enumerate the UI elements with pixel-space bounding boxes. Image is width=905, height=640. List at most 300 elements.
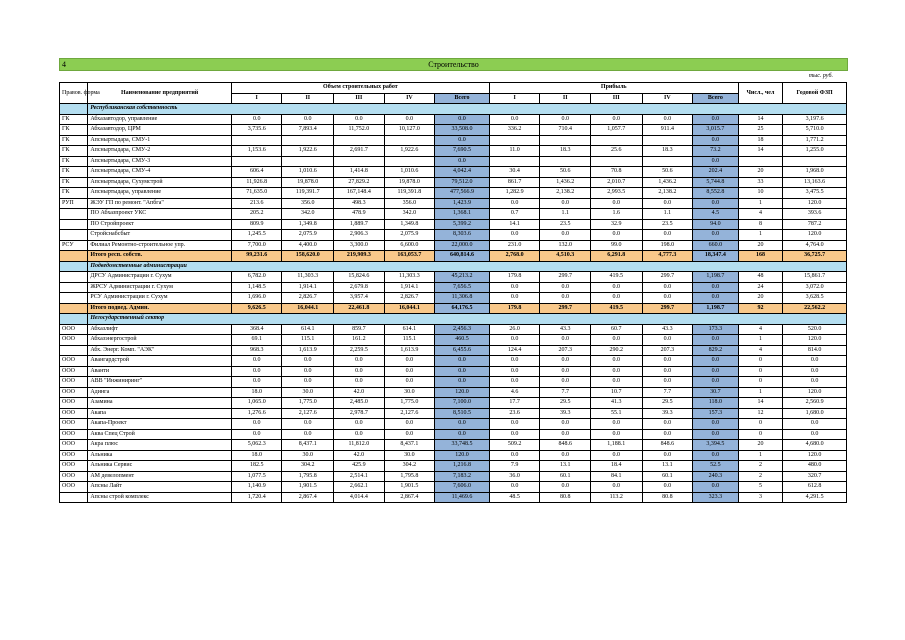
cell-volume-total: 1,368.1 [435, 209, 490, 220]
cell-profit-q4: 4,777.3 [642, 251, 693, 262]
cell-volume-q2: 11,303.3 [282, 272, 334, 283]
cell-volume-q2: 2,127.6 [282, 408, 334, 419]
cell-volume-q3: 11,812.0 [334, 440, 385, 451]
cell-profit-total: 94.0 [693, 219, 739, 230]
cell-profit-q1: 0.0 [489, 429, 540, 440]
cell-profit-q4: 80.8 [642, 492, 693, 503]
cell-volume-total: 7,656.5 [435, 282, 490, 293]
cell-profit-q4: 0.0 [642, 356, 693, 367]
cell-profit-q2: 39.3 [540, 408, 591, 419]
cell-profit-q1: 0.0 [489, 377, 540, 388]
cell-profit-q2: 848.6 [540, 440, 591, 451]
cell-profit-q3: 0.0 [590, 282, 642, 293]
header-fzp: Годовой ФЗП [783, 83, 847, 104]
cell-volume-q4: 8,437.1 [384, 440, 435, 451]
cell-enterprise-name: Апсныртыдара, СМУ-3 [88, 156, 232, 167]
cell-volume-q2: 1,613.9 [282, 345, 334, 356]
cell-profit-q3: 419.5 [590, 303, 642, 314]
cell-volume-q2 [282, 156, 334, 167]
cell-form: ООО [60, 408, 88, 419]
cell-fzp: 3,072.0 [783, 282, 847, 293]
cell-volume-q3: 0.0 [334, 356, 385, 367]
cell-volume-q4 [384, 156, 435, 167]
cell-profit-q4: 29.5 [642, 398, 693, 409]
cell-form: ООО [60, 461, 88, 472]
cell-enterprise-name: Апсны строй комплекс [88, 492, 232, 503]
cell-volume-q4: 19,878.0 [384, 177, 435, 188]
cell-volume-q4: 2,867.4 [384, 492, 435, 503]
cell-workers: 48 [738, 272, 783, 283]
table-row [60, 408, 847, 419]
cell-volume-q2: 1,922.6 [282, 146, 334, 157]
cell-profit-q3: 2,993.5 [590, 188, 642, 199]
cell-volume-total: 64,176.5 [435, 303, 490, 314]
cell-profit-q1: 0.0 [489, 450, 540, 461]
cell-profit-total: 0.0 [693, 482, 739, 493]
table-row [60, 167, 847, 178]
cell-volume-total: 1,216.8 [435, 461, 490, 472]
cell-profit-total: 0.0 [693, 356, 739, 367]
cell-profit-q2: 29.5 [540, 398, 591, 409]
cell-enterprise-name: Филиал Ремонтно-строительное упр. [88, 240, 232, 251]
cell-fzp: 3,197.6 [783, 114, 847, 125]
cell-profit-q4: 0.0 [642, 482, 693, 493]
cell-profit-q3: 0.0 [590, 482, 642, 493]
table-row [60, 471, 847, 482]
section-title-bar [59, 58, 848, 71]
cell-profit-total: 202.4 [693, 167, 739, 178]
cell-volume-total: 11,306.8 [435, 293, 490, 304]
cell-workers: 0 [738, 356, 783, 367]
cell-volume-q3: 0.0 [334, 366, 385, 377]
cell-profit-q4: 7.7 [642, 387, 693, 398]
cell-enterprise-name: Альника Сервис [88, 461, 232, 472]
cell-profit-q4: 13.1 [642, 461, 693, 472]
cell-profit-q1: 0.7 [489, 209, 540, 220]
cell-volume-q1 [231, 156, 282, 167]
cell-profit-total: 5,744.8 [693, 177, 739, 188]
cell-volume-q2: 1,349.8 [282, 219, 334, 230]
cell-profit-q4: 299.7 [642, 272, 693, 283]
cell-volume-q1: 0.0 [231, 377, 282, 388]
cell-form: ГК [60, 146, 88, 157]
cell-fzp: 393.6 [783, 209, 847, 220]
header-p-q4: IV [642, 93, 693, 104]
cell-fzp: 1,771.2 [783, 135, 847, 146]
cell-profit-total: 0.0 [693, 366, 739, 377]
cell-profit-q3: 2,010.7 [590, 177, 642, 188]
cell-volume-q1: 1,065.0 [231, 398, 282, 409]
cell-profit-q3: 419.5 [590, 272, 642, 283]
cell-fzp: 0.0 [783, 377, 847, 388]
cell-profit-q1 [489, 156, 540, 167]
cell-volume-q4: 0.0 [384, 419, 435, 430]
cell-volume-q3: 425.9 [334, 461, 385, 472]
cell-fzp: 36,725.7 [783, 251, 847, 262]
cell-volume-q4: 614.1 [384, 324, 435, 335]
cell-form [60, 272, 88, 283]
cell-profit-q1: 1,282.9 [489, 188, 540, 199]
table-row [60, 240, 847, 251]
cell-volume-q1: 18.0 [231, 387, 282, 398]
cell-form [60, 230, 88, 241]
cell-volume-q4: 1,010.6 [384, 167, 435, 178]
cell-volume-q4: 2,826.7 [384, 293, 435, 304]
cell-profit-q4: 198.0 [642, 240, 693, 251]
cell-volume-q3: 1,889.7 [334, 219, 385, 230]
cell-volume-q3: 2,662.1 [334, 482, 385, 493]
cell-profit-q4 [642, 156, 693, 167]
cell-profit-q3: 55.1 [590, 408, 642, 419]
cell-fzp: 814.0 [783, 345, 847, 356]
cell-profit-q3: 113.2 [590, 492, 642, 503]
cell-volume-q2: 0.0 [282, 419, 334, 430]
cell-profit-q2 [540, 156, 591, 167]
cell-volume-total: 477,566.9 [435, 188, 490, 199]
cell-volume-q3: 2,906.3 [334, 230, 385, 241]
cell-profit-total: 829.2 [693, 345, 739, 356]
cell-form: ООО [60, 440, 88, 451]
cell-volume-total: 0.0 [435, 156, 490, 167]
cell-fzp: 4,680.0 [783, 440, 847, 451]
cell-profit-q2: 2,138.2 [540, 188, 591, 199]
cell-volume-q2: 1,901.5 [282, 482, 334, 493]
cell-volume-total: 45,213.2 [435, 272, 490, 283]
cell-profit-q4 [642, 135, 693, 146]
cell-profit-q1: 861.7 [489, 177, 540, 188]
cell-volume-q2: 1,914.1 [282, 282, 334, 293]
cell-enterprise-name: Абхазлифт [88, 324, 232, 335]
cell-fzp: 787.2 [783, 219, 847, 230]
cell-profit-q1: 4.6 [489, 387, 540, 398]
cell-volume-q2: 16,044.1 [282, 303, 334, 314]
cell-form: ГК [60, 114, 88, 125]
cell-profit-q2: 50.6 [540, 167, 591, 178]
cell-volume-q4: 1,613.9 [384, 345, 435, 356]
construction-table [59, 82, 847, 503]
cell-volume-q2: 0.0 [282, 429, 334, 440]
cell-enterprise-name: Апсныртыдара, Сухумстрой [88, 177, 232, 188]
cell-volume-total: 11,469.6 [435, 492, 490, 503]
cell-profit-q3: 290.2 [590, 345, 642, 356]
cell-profit-q2 [540, 135, 591, 146]
cell-fzp: 13,163.6 [783, 177, 847, 188]
cell-workers: 2 [738, 461, 783, 472]
cell-volume-q3 [334, 156, 385, 167]
cell-volume-q4: 11,303.3 [384, 272, 435, 283]
cell-volume-total: 7,183.2 [435, 471, 490, 482]
cell-profit-q2: 207.3 [540, 345, 591, 356]
cell-form: ООО [60, 324, 88, 335]
cell-profit-q3: 0.0 [590, 293, 642, 304]
header-v-q4: IV [384, 93, 435, 104]
table-row [60, 282, 847, 293]
header-volume: Объем строительных работ [231, 83, 489, 94]
cell-profit-total: 240.3 [693, 471, 739, 482]
cell-profit-total: 0.0 [693, 230, 739, 241]
cell-workers: 14 [738, 114, 783, 125]
cell-enterprise-name: Апсны Лайт [88, 482, 232, 493]
cell-volume-q4: 1,775.0 [384, 398, 435, 409]
cell-volume-total: 7,606.0 [435, 482, 490, 493]
cell-volume-q4: 0.0 [384, 377, 435, 388]
cell-volume-total: 640,814.6 [435, 251, 490, 262]
cell-fzp: 5,710.0 [783, 125, 847, 136]
cell-volume-q2: 614.1 [282, 324, 334, 335]
cell-workers: 20 [738, 240, 783, 251]
cell-profit-total: 0.0 [693, 135, 739, 146]
cell-workers: 4 [738, 209, 783, 220]
cell-profit-q1: 179.8 [489, 272, 540, 283]
cell-volume-q4: 0.0 [384, 366, 435, 377]
cell-form: ГК [60, 156, 88, 167]
cell-profit-q2: 7.7 [540, 387, 591, 398]
cell-volume-q1: 1,148.5 [231, 282, 282, 293]
cell-volume-q2: 2,075.9 [282, 230, 334, 241]
cell-volume-q3: 2,259.5 [334, 345, 385, 356]
cell-volume-q4: 30.0 [384, 387, 435, 398]
cell-profit-total: 3,394.5 [693, 440, 739, 451]
cell-volume-total: 22,000.0 [435, 240, 490, 251]
cell-volume-q2: 115.1 [282, 335, 334, 346]
cell-profit-q3: 1,057.7 [590, 125, 642, 136]
header-form: Правов. форма [60, 83, 88, 104]
cell-volume-q3: 0.0 [334, 377, 385, 388]
header-name: Наименование предприятий [88, 83, 232, 104]
cell-profit-q2: 0.0 [540, 377, 591, 388]
cell-profit-q1: 231.0 [489, 240, 540, 251]
cell-profit-q3: 25.6 [590, 146, 642, 157]
cell-workers: 25 [738, 125, 783, 136]
cell-profit-q2: 0.0 [540, 335, 591, 346]
cell-form: ООО [60, 377, 88, 388]
cell-workers [738, 156, 783, 167]
cell-profit-q1: 0.0 [489, 293, 540, 304]
cell-fzp: 1,680.0 [783, 408, 847, 419]
cell-volume-total: 120.0 [435, 387, 490, 398]
cell-profit-q2: 13.1 [540, 461, 591, 472]
cell-volume-q2: 19,878.0 [282, 177, 334, 188]
cell-profit-q3: 41.3 [590, 398, 642, 409]
cell-form: РУП [60, 198, 88, 209]
cell-profit-q2: 0.0 [540, 366, 591, 377]
cell-enterprise-name: Абхазавтодор, ЦРМ [88, 125, 232, 136]
cell-workers: 4 [738, 324, 783, 335]
cell-workers: 0 [738, 366, 783, 377]
cell-enterprise-name: Акапа-Проект [88, 419, 232, 430]
cell-enterprise-name: Абхазэнергострой [88, 335, 232, 346]
table-row [60, 440, 847, 451]
cell-profit-q3: 0.0 [590, 419, 642, 430]
cell-volume-q4: 1,922.6 [384, 146, 435, 157]
cell-profit-total: 3,015.7 [693, 125, 739, 136]
cell-volume-q2: 1,010.6 [282, 167, 334, 178]
header-v-total: Всего [435, 93, 490, 104]
cell-volume-q1: 6,782.0 [231, 272, 282, 283]
cell-workers: 4 [738, 345, 783, 356]
cell-enterprise-name: АМ девелопмент [88, 471, 232, 482]
cell-volume-q4: 0.0 [384, 114, 435, 125]
cell-profit-q4: 0.0 [642, 335, 693, 346]
cell-volume-q3: 2,485.0 [334, 398, 385, 409]
cell-profit-q2: 18.3 [540, 146, 591, 157]
cell-profit-q3: 70.8 [590, 167, 642, 178]
cell-volume-q2 [282, 135, 334, 146]
cell-workers: 3 [738, 492, 783, 503]
cell-profit-q3: 0.0 [590, 114, 642, 125]
cell-profit-q2: 710.4 [540, 125, 591, 136]
cell-profit-q3: 0.0 [590, 377, 642, 388]
table-row [60, 377, 847, 388]
cell-volume-q3: 2,978.7 [334, 408, 385, 419]
header-p-total: Всего [693, 93, 739, 104]
cell-profit-total: 0.0 [693, 335, 739, 346]
cell-volume-q4: 1,349.8 [384, 219, 435, 230]
cell-profit-q4: 911.4 [642, 125, 693, 136]
cell-profit-total: 0.0 [693, 198, 739, 209]
cell-volume-q3: 22,461.8 [334, 303, 385, 314]
cell-fzp: 4,291.5 [783, 492, 847, 503]
table-row [60, 198, 847, 209]
cell-volume-q4: 2,127.6 [384, 408, 435, 419]
cell-enterprise-name: Апсныртыдара, СМУ-1 [88, 135, 232, 146]
cell-volume-total: 0.0 [435, 366, 490, 377]
cell-volume-q2: 7,893.4 [282, 125, 334, 136]
table-row [60, 387, 847, 398]
cell-workers: 5 [738, 482, 783, 493]
cell-workers: 92 [738, 303, 783, 314]
cell-profit-q3: 60.7 [590, 324, 642, 335]
cell-volume-q4: 6,600.0 [384, 240, 435, 251]
cell-volume-q1: 0.0 [231, 419, 282, 430]
cell-fzp: 4,764.0 [783, 240, 847, 251]
cell-profit-q3: 0.0 [590, 450, 642, 461]
cell-enterprise-name: Апсныртыдара, СМУ-4 [88, 167, 232, 178]
table-row [60, 356, 847, 367]
cell-volume-q1: 0.0 [231, 429, 282, 440]
cell-profit-q1: 26.0 [489, 324, 540, 335]
cell-form [60, 293, 88, 304]
cell-workers: 33 [738, 177, 783, 188]
cell-profit-total: 0.0 [693, 450, 739, 461]
cell-volume-q1: 1,077.5 [231, 471, 282, 482]
table-row [60, 492, 847, 503]
cell-volume-q4: 356.0 [384, 198, 435, 209]
cell-volume-q1: 0.0 [231, 356, 282, 367]
section-spacer [60, 314, 88, 325]
cell-profit-q1: 0.0 [489, 198, 540, 209]
cell-profit-total: 0.0 [693, 156, 739, 167]
cell-volume-q1: 182.5 [231, 461, 282, 472]
cell-form: ГК [60, 167, 88, 178]
cell-profit-q4: 0.0 [642, 377, 693, 388]
cell-volume-q2: 1,795.8 [282, 471, 334, 482]
cell-volume-q3: 0.0 [334, 429, 385, 440]
cell-volume-q4: 304.2 [384, 461, 435, 472]
cell-volume-q1 [231, 135, 282, 146]
cell-form: ООО [60, 335, 88, 346]
cell-enterprise-name: Абх. Энерг. Комп. "АЭК" [88, 345, 232, 356]
cell-form: РСУ [60, 240, 88, 251]
header-workers: Числ., чел [738, 83, 783, 104]
cell-profit-total: 323.3 [693, 492, 739, 503]
cell-volume-total: 460.5 [435, 335, 490, 346]
cell-form [60, 303, 88, 314]
cell-profit-q1: 0.0 [489, 419, 540, 430]
cell-fzp: 15,861.7 [783, 272, 847, 283]
cell-enterprise-name: Итого подвед. Админ. [88, 303, 232, 314]
cell-volume-q2: 30.0 [282, 450, 334, 461]
cell-workers: 20 [738, 440, 783, 451]
table-row [60, 419, 847, 430]
cell-volume-q3: 4,014.4 [334, 492, 385, 503]
cell-volume-q1: 809.9 [231, 219, 282, 230]
cell-profit-q4: 43.3 [642, 324, 693, 335]
table-row [60, 461, 847, 472]
cell-volume-q4: 342.0 [384, 209, 435, 220]
cell-volume-q2: 356.0 [282, 198, 334, 209]
cell-volume-q3: 27,829.2 [334, 177, 385, 188]
cell-volume-q4: 0.0 [384, 429, 435, 440]
cell-volume-q2: 0.0 [282, 114, 334, 125]
cell-form: ООО [60, 482, 88, 493]
cell-workers: 1 [738, 450, 783, 461]
cell-profit-q1 [489, 135, 540, 146]
cell-volume-total: 0.0 [435, 114, 490, 125]
cell-volume-total: 6,455.6 [435, 345, 490, 356]
cell-profit-total: 0.0 [693, 419, 739, 430]
table-row [60, 114, 847, 125]
cell-volume-q1: 1,140.9 [231, 482, 282, 493]
cell-volume-q1: 9,626.5 [231, 303, 282, 314]
cell-profit-total: 73.2 [693, 146, 739, 157]
cell-profit-total: 18,347.4 [693, 251, 739, 262]
cell-volume-q3: 2,679.8 [334, 282, 385, 293]
table-row [60, 146, 847, 157]
section-spacer [60, 104, 88, 115]
cell-workers: 1 [738, 198, 783, 209]
cell-profit-q4: 2,138.2 [642, 188, 693, 199]
cell-workers: 168 [738, 251, 783, 262]
table-row [60, 177, 847, 188]
cell-volume-q1: 606.4 [231, 167, 282, 178]
cell-volume-total: 2,456.3 [435, 324, 490, 335]
table-row [60, 429, 847, 440]
table-row [60, 450, 847, 461]
cell-fzp: 2,560.9 [783, 398, 847, 409]
cell-volume-total: 7,690.5 [435, 146, 490, 157]
cell-profit-q4: 60.1 [642, 471, 693, 482]
table-row [60, 272, 847, 283]
table-row [60, 209, 847, 220]
cell-profit-q3: 0.0 [590, 230, 642, 241]
cell-volume-q4: 2,075.9 [384, 230, 435, 241]
cell-profit-total: 1,198.7 [693, 303, 739, 314]
cell-volume-q2: 4,400.0 [282, 240, 334, 251]
cell-form [60, 345, 88, 356]
cell-profit-q4: 23.5 [642, 219, 693, 230]
cell-volume-q3: 42.0 [334, 450, 385, 461]
cell-profit-q4: 0.0 [642, 230, 693, 241]
cell-workers: 14 [738, 146, 783, 157]
cell-fzp: 3,628.5 [783, 293, 847, 304]
cell-volume-q3 [334, 135, 385, 146]
cell-volume-q4: 16,044.1 [384, 303, 435, 314]
cell-volume-q3: 11,752.0 [334, 125, 385, 136]
cell-enterprise-name: Аква Спец Строй [88, 429, 232, 440]
cell-profit-q1: 30.4 [489, 167, 540, 178]
cell-profit-q2: 80.8 [540, 492, 591, 503]
